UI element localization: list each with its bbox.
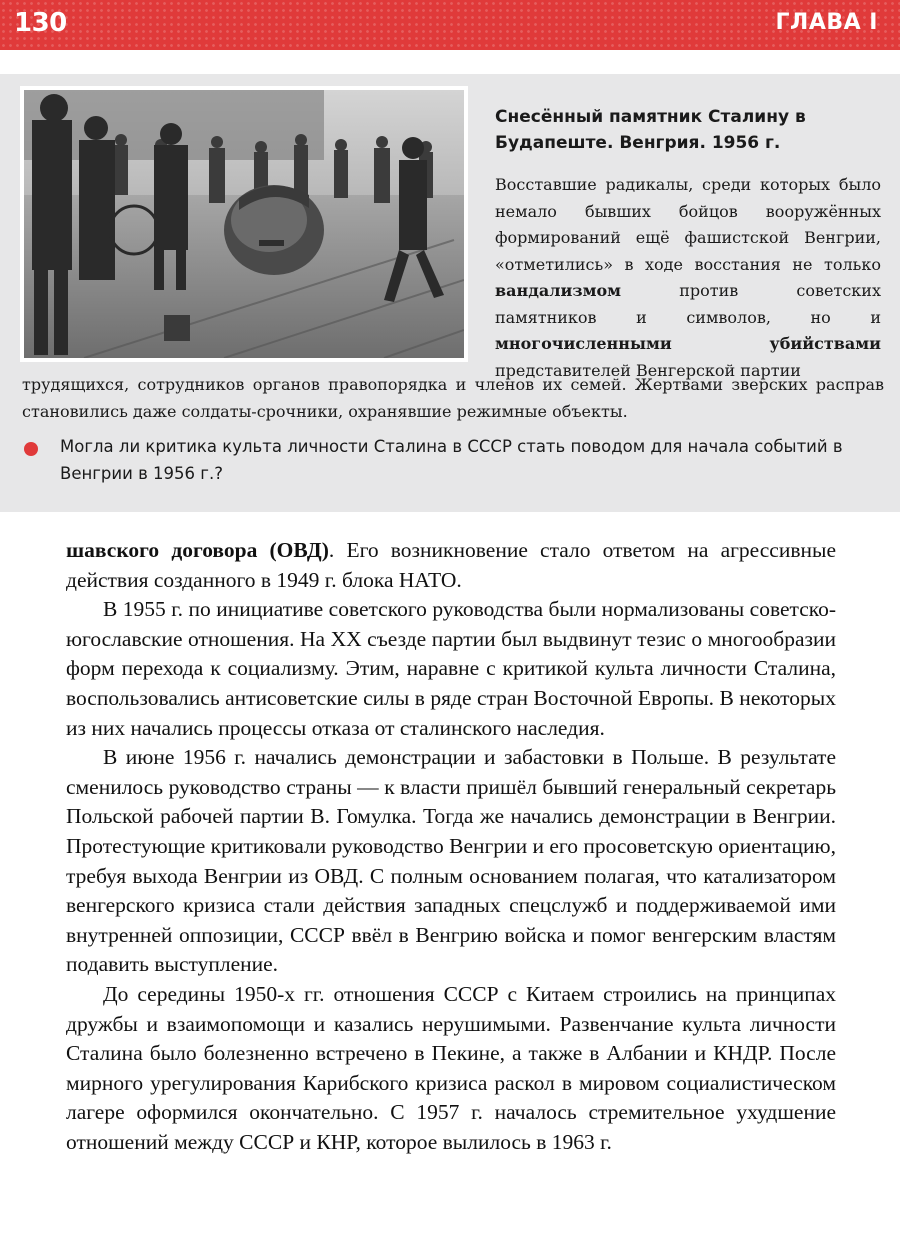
chapter-label: ГЛАВА I [775,10,878,35]
photo-caption-title: Снесённый памятник Сталину в Будапеште. Венгрия. 1956 г. [495,107,806,153]
caption-text-part: представителей Венгерской партии [495,360,801,380]
paragraph: До середины 1950-х гг. отношения СССР с Китаем строились на принципах дружбы и взаимопомощи и казались нерушимыми. Развенчание культа личности Сталина было болезненно встречено в Пекине, а также в Албании и КНДР. После мирного урегулирования Карибского кризиса раскол в мировом социалистическом лагере оформился окончательно. С 1957 г. началось стремительное ухудшение отношений между СССР и КНР, которое вылилось в 1963 г. [66,981,836,1154]
photo-illustration [24,90,464,358]
paragraph: В июне 1956 г. начались демонстрации и забастовки в Польше. В результате сменилось руководство страны — к власти пришёл бывший генеральный секретарь Польской рабочей партии В. Гомулка. Тогда же начались демонстрации в Венгрии. Протестующие критиковали руководство Венгрии и его просоветскую ориентацию, требуя выхода Венгрии из ОВД. С полным основанием полагая, что катализатором венгерского кризиса стали действия западных спецслужб и поддерживаемой ими внутренней оппозиции, СССР ввёл в Венгрию войска и помог венгерским властям подавить выступление. [66,745,836,977]
page-number: 130 [14,8,67,38]
page-header [0,0,900,50]
review-question: Могла ли критика культа личности Сталина в СССР стать поводом для начала событий в Венгрии в 1956 г.? [60,437,843,483]
paragraph-text: . Его возникновение стало ответом на агрессивные действия созданного в 1949 г. блока НАТО. [66,538,836,592]
term-bold: шавского договора (ОВД) [66,538,329,562]
paragraph [66,536,836,595]
photo-caption-continuation: трудящихся, сотрудников органов правопорядка и членов их семей. Жертвами зверских расправ становились даже солдаты-срочники, охранявшие режимные объекты. [22,375,884,421]
caption-text-part: против советских памятников и символов, но и [495,281,881,327]
question-bullet-icon [24,442,38,456]
main-text [66,536,836,1157]
paragraph: В 1955 г. по инициативе советского руководства были нормализованы советско-югославские отношения. На XX съезде партии был выдвинут тезис о многообразии форм перехода к социализму. Этим, наравне с критикой культа личности Сталина, воспользовались антисоветские силы в ряде стран Восточной Европы. В некоторых из них начались процессы отказа от сталинского наследия. [66,597,836,740]
photo-caption-text [495,172,881,384]
caption-text-part: Восставшие радикалы, среди которых было немало бывших бойцов вооружённых формирований ещё фашистской Венгрии, «отметились» в ходе восстания не только [495,175,881,274]
caption-bold-vandalism: вандализмом [495,281,622,300]
monument-photo [20,86,468,362]
caption-bold-killings: многочисленными убийствами [495,334,881,353]
